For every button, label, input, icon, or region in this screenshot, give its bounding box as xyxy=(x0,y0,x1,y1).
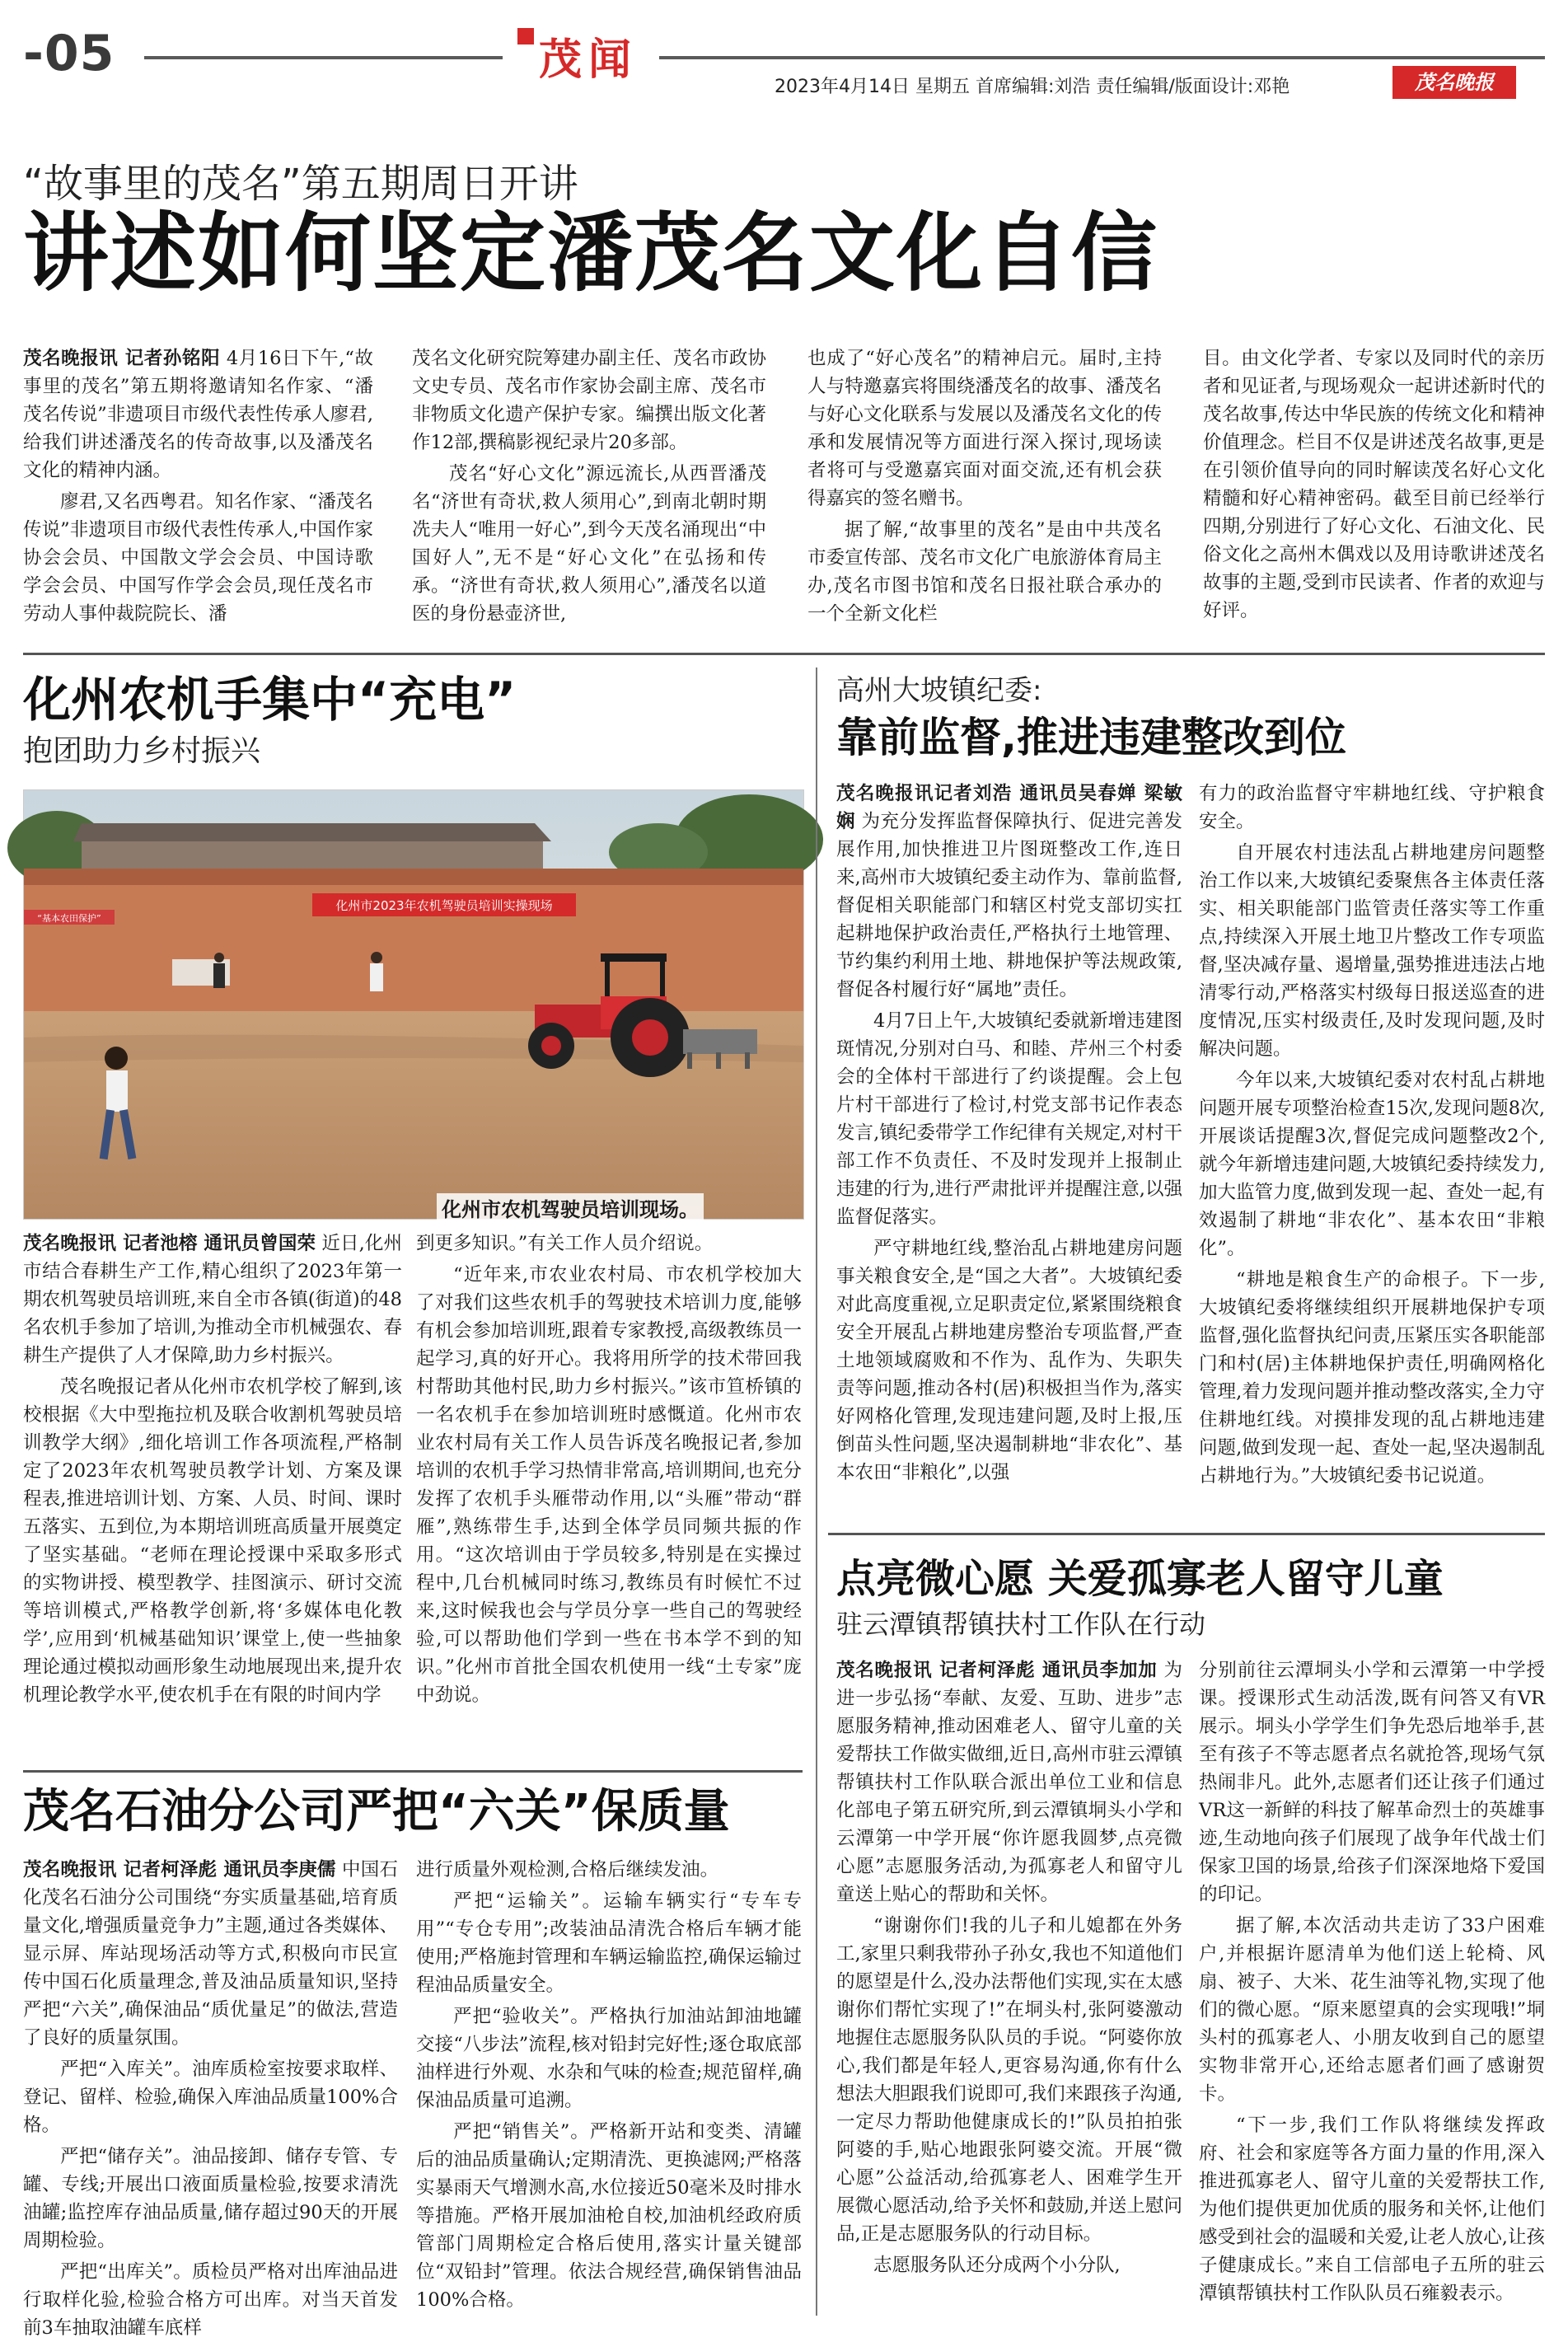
article4-paragraph: 严把“运输关”。运输车辆实行“专车专用”“专仓专用”;改装油品清洗合格后车辆才能使用;严格施封管理和车辆运输监控,确保运输过程油品质量安全。 xyxy=(416,1890,802,1996)
article1-paragraph: 目。由文化学者、专家以及同时代的亲历者和见证者,与现场观众一起讲述新时代的茂名故事,传达中华民族的传统文化和精神价值理念。栏目不仅是讲述茂名故事,更是在引领价值导向的同时解读茂名好心文化精髓和好心精神密码。截至目前已经举行四期,分别进行了好心文化、石油文化、民俗文化之高州木偶戏以及用诗歌讲述茂名故事的主题,受到市民读者、作者的欢迎与好评。 xyxy=(1203,348,1545,621)
article2-paragraph: 到更多知识。”有关工作人员介绍说。 xyxy=(416,1233,714,1254)
page-number: -05 xyxy=(23,25,115,82)
article4-paragraph: 进行质量外观检测,合格后继续发油。 xyxy=(416,1859,719,1881)
article2-paragraph: “近年来,市农业农村局、市农机学校加大了对我们这些农机手的驾驶技术培训力度,能够有机会参加培训班,跟着专家教授,高级教练员一起学习,真的好开心。我将用所学的技术带回我村帮助其他村民,助力乡村振兴。”该市笪桥镇的一名农机手在参加培训班时感慨道。化州市农业农村局有关工作人员告诉茂名晚报记者,参加培训的农机手学习热情非常高,培训期间,也充分发挥了农机手头雁带动作用,以“头雁”带动“群雁”,熟练带生手,达到全体学员同频共振的作用。“这次培训由于学员较多,特别是在实操过程中,几台机械同时练习,教练员有时候忙不过来,这时候我也会与学员分享一些自己的驾驶经验,可以帮助他们学到一些在书本学不到的知识。”化州市首批全国农机使用一线“土专家”庞中劲说。 xyxy=(416,1264,802,1706)
section-name: 茂闻 xyxy=(539,35,639,85)
article3-byline: 茂名晚报讯记者刘浩 通讯员吴春婵 梁敏娴 xyxy=(836,783,1182,832)
article5-paragraph: 据了解,本次活动共走访了33户困难户,并根据许愿清单为他们送上轮椅、风扇、被子、大米、花生油等礼物,实现了他们的微心愿。“原来愿望真的会实现哦!”垌头村的孤寡老人、小朋友收到自己的愿望实物非常开心,还给志愿者们画了感谢贺卡。 xyxy=(1199,1915,1545,2105)
article1-paragraph: 廖君,又名西粤君。知名作家、“潘茂名传说”非遗项目市级代表性传承人,中国作家协会会员、中国散文学会会员、中国诗歌学会会员、中国写作学会会员,现任茂名市劳动人事仲裁院院长、潘 xyxy=(23,491,373,625)
article3-col1 xyxy=(836,780,1182,1521)
article3-text: 为充分发挥监督保障执行、促进完善发展作用,加快推进卫片图斑整改工作,连日来,高州市大坡镇纪委主动作为、靠前监督,督促相关职能部门和辖区村党支部切实扛起耕地保护政治责任,严格执行土地管理、节约集约利用土地、耕地保护等法规政策,督促各村履行好“属地”责任。 xyxy=(836,811,1182,1000)
article5-col1 xyxy=(836,1656,1182,2316)
article3-kicker: 高州大坡镇纪委: xyxy=(836,674,1042,707)
section-mark xyxy=(517,25,641,85)
article1-kicker: “故事里的茂名”第五期周日开讲 xyxy=(23,161,578,207)
article2-text: 近日,化州市结合春耕生产工作,精心组织了2023年第一期农机驾驶员培训班,来自全市各镇(街道)的48名农机手参加了培训,为推动全市机械强农、春耕生产提供了人才保障,助力乡村振兴。 xyxy=(23,1233,403,1366)
article5-paragraph: “谢谢你们!我的儿子和儿媳都在外务工,家里只剩我带孙子孙女,我也不知道他们的愿望是什么,没办法帮他们实现,实在太感谢你们帮忙实现了!”在垌头村,张阿婆激动地握住志愿服务队队员的手说。“阿婆你放心,我们都是年轻人,更容易沟通,你有什么想法大胆跟我们说即可,我们来跟孩子沟通,一定尽力帮助他健康成长的!”队员拍拍张阿婆的手,贴心地跟张阿婆交流。开展“微心愿”公益活动,给孤寡老人、困难学生开展微心愿活动,给予关怀和鼓励,并送上慰问品,正是志愿服务队的行动目标。 xyxy=(836,1915,1182,2245)
article1-title: 讲述如何坚定潘茂名文化自信 xyxy=(23,203,1159,303)
photo-sign-text: “基本农田保护” xyxy=(37,913,101,924)
article1-text: 4月16日下午,“故事里的茂名”第五期将邀请知名作家、“潘茂名传说”非遗项目市级代表性传承人廖君,给我们讲述潘茂名的传奇故事,以及潘茂名文化的精神内涵。 xyxy=(23,348,373,481)
article1-paragraph: 也成了“好心茂名”的精神启元。届时,主持人与特邀嘉宾将围绕潘茂名的故事、潘茂名与好心文化联系与发展以及潘茂名文化的传承和发展情况等方面进行深入探讨,现场读者将可与受邀嘉宾面对面交流,还有机会获得嘉宾的签名赠书。 xyxy=(807,348,1162,509)
article2-lead xyxy=(23,1230,402,1370)
article3-title: 靠前监督,推进违建整改到位 xyxy=(836,714,1346,761)
article2-col1 xyxy=(23,1230,402,1757)
article5-paragraph: 分别前往云潭垌头小学和云潭第一中学授课。授课形式生动活泼,既有问答又有VR展示。垌头小学学生们争先恐后地举手,甚至有孩子不等志愿者点名就抢答,现场气氛热闹非凡。此外,志愿者们还让孩子们通过VR这一新鲜的科技了解革命烈士的英雄事迹,生动地向孩子们展现了战争年代战士们保家卫国的场景,给孩子们深深地烙下爱国的印记。 xyxy=(1199,1660,1545,1905)
article3-paragraph: “耕地是粮食生产的命根子。下一步,大坡镇纪委将继续组织开展耕地保护专项监督,强化监督执纪问责,压紧压实各职能部门和村(居)主体耕地保护责任,明确网格化管理,着力发现问题并推动整改落实,全力守住耕地红线。对摸排发现的乱占耕地违建问题,做到发现一起、查处一起,坚决遏制乱占耕地行为。”大坡镇纪委书记说道。 xyxy=(1199,1269,1545,1487)
article4-col2 xyxy=(416,1856,802,2313)
article4-text: 中国石化茂名石油分公司围绕“夯实质量基础,培育质量文化,增强质量竞争力”主题,通过各类媒体、显示屏、库站现场活动等方式,积极向市民宣传中国石化质量理念,普及油品质量知识,坚持严把“六关”,确保油品“质优量足”的做法,营造了良好的质量氛围。 xyxy=(23,1859,398,2049)
article5-lead xyxy=(836,1656,1182,1909)
article1-lead xyxy=(23,344,373,485)
article5-paragraph: 志愿服务队还分成两个小分队, xyxy=(873,2255,1121,2276)
article3-paragraph: 今年以来,大坡镇纪委对农村乱占耕地问题开展专项整治检查15次,发现问题8次,开展谈话提醒3次,督促完成问题整改2个,就今年新增违建问题,大坡镇纪委持续发力,加大监管力度,做到发现一起、查处一起,有效遏制了耕地“非农化”、基本农田“非粮化”。 xyxy=(1199,1070,1545,1259)
article5-title: 点亮微心愿 关爱孤寡老人留守儿童 xyxy=(836,1556,1444,1602)
article5-byline: 茂名晚报讯 记者柯泽彪 通讯员李加加 xyxy=(836,1660,1158,1681)
article3-paragraph: 有力的政治监督守牢耕地红线、守护粮食安全。 xyxy=(1199,783,1545,832)
article1-col3 xyxy=(807,344,1162,641)
article1-paragraph: 茂名“好心文化”源远流长,从西晋潘茂名“济世有奇状,救人须用心”,到南北朝时期冼夫人“唯用一好心”,到今天茂名涌现出“中国好人”,无不是“好心文化”在弘扬和传承。“济世有奇状,救人须用心”,潘茂名以道医的身份悬壶济世, xyxy=(412,463,766,625)
article3-paragraph: 4月7日上午,大坡镇纪委就新增违建图斑情况,分别对白马、和睦、芹州三个村委会的全体村干部进行了约谈提醒。会上包片村干部进行了检讨,村党支部书记作表态发言,镇纪委带学工作纪律有关规定,对村干部工作不负责任、不及时发现并上报制止违建的行为,进行严肃批评并提醒注意,以强监督促落实。 xyxy=(836,1010,1182,1228)
article2-byline: 茂名晚报讯 记者池榕 通讯员曾国荣 xyxy=(23,1233,316,1254)
article1-col4 xyxy=(1203,344,1545,641)
article2-subtitle: 抱团助力乡村振兴 xyxy=(23,734,261,768)
article2-photo xyxy=(23,789,804,1220)
dateline: 2023年4月14日 星期五 首席编辑:刘浩 责任编辑/版面设计:邓艳 xyxy=(775,77,1290,97)
article1-col1 xyxy=(23,344,373,641)
divider-right-mid xyxy=(828,1533,1545,1535)
article4-title: 茂名石油分公司严把“六关”保质量 xyxy=(23,1785,730,1838)
photo-banner-text: 化州市2023年农机驾驶员培训实操现场 xyxy=(335,898,553,913)
article2-col2 xyxy=(416,1230,802,1757)
masthead-logo: 茂名晚报 xyxy=(1392,66,1516,99)
header-rule-right xyxy=(659,56,1545,59)
article3-paragraph: 严守耕地红线,整治乱占耕地建房问题事关粮食安全,是“国之大者”。大坡镇纪委对此高度重视,立足职责定位,紧紧围绕粮食安全开展乱占耕地建房整治专项监督,严查土地领域腐败和不作为、乱作为、失职失责等问题,推动各村(居)积极担当作为,落实好网格化管理,发现违建问题,及时上报,压倒苗头性问题,坚决遏制耕地“非农化”、基本农田“非粮化”,以强 xyxy=(836,1238,1182,1483)
article5-subtitle: 驻云潭镇帮镇扶村工作队在行动 xyxy=(836,1609,1206,1640)
article2-title: 化州农机手集中“充电” xyxy=(23,672,517,728)
article4-paragraph: 严把“销售关”。严格新开站和变类、清罐后的油品质量确认;定期清洗、更换滤网;严格落实暴雨天气增测水高,水位接近50毫米及时排水等措施。严格开展加油枪自校,加油机经政府质管部门周期检定合格后使用,落实计量关键部位“双铅封”管理。依法合规经营,确保销售油品100%合格。 xyxy=(416,2121,802,2311)
article4-lead xyxy=(23,1856,398,2052)
divider-left-mid xyxy=(23,1770,803,1773)
article4-byline: 茂名晚报讯 记者柯泽彪 通讯员李庚儒 xyxy=(23,1859,336,1881)
article3-lead xyxy=(836,780,1182,1004)
column-divider xyxy=(816,667,817,2316)
header-rule-left xyxy=(144,56,503,59)
article1-col2 xyxy=(412,344,766,641)
article1-paragraph: 茂名文化研究院筹建办副主任、茂名市政协文史专员、茂名市作家协会副主席、茂名市非物质文化遗产保护专家。编撰出版文化著作12部,撰稿影视纪录片20多部。 xyxy=(412,348,766,453)
photo-caption: 化州市农机驾驶员培训现场。 xyxy=(437,1193,704,1222)
article4-paragraph: 严把“验收关”。严格执行加油站卸油地罐交接“八步法”流程,核对铅封完好性;逐仓取底部油样进行外观、水杂和气味的检查;规范留样,确保油品质量可追溯。 xyxy=(416,2006,802,2111)
article4-paragraph: 严把“储存关”。油品接卸、储存专管、专罐、专线;开展出口液面质量检验,按要求清洗油罐;监控库存油品质量,储存超过90天的开展周期检验。 xyxy=(23,2146,398,2251)
section-square-icon xyxy=(517,28,534,44)
tractor-training-photo xyxy=(24,790,803,1219)
article4-paragraph: 严把“出库关”。质检员严格对出库油品进行取样化验,检验合格方可出库。对当天首发前3车抽取油罐车底样 xyxy=(23,2261,398,2339)
article5-paragraph: “下一步,我们工作队将继续发挥政府、社会和家庭等各方面力量的作用,深入推进孤寡老人、留守儿童的关爱帮扶工作,为他们提供更加优质的服务和关怀,让他们感受到社会的温暖和关爱,让老人放心,让孩子健康成长。”来自工信部电子五所的驻云潭镇帮镇扶村工作队队员石雍毅表示。 xyxy=(1199,2115,1545,2304)
article1-byline: 茂名晚报讯 记者孙铭阳 xyxy=(23,348,221,369)
article3-paragraph: 自开展农村违法乱占耕地建房问题整治工作以来,大坡镇纪委聚焦各主体责任落实、相关职能部门监管责任落实等工作重点,持续深入开展土地卫片整改工作专项监督,坚决减存量、遏增量,强势推进违法占地清零行动,严格落实村级每日报送巡查的进度情况,压实村级责任,及时发现问题,及时解决问题。 xyxy=(1199,842,1545,1060)
divider-top xyxy=(23,653,1545,655)
article5-text: 为进一步弘扬“奉献、友爱、互助、进步”志愿服务精神,推动困难老人、留守儿童的关爱帮扶工作做实做细,近日,高州市驻云潭镇帮镇扶村工作队联合派出单位工业和信息化部电子第五研究所,到云潭镇垌头小学和云潭第一中学开展“你许愿我圆梦,点亮微心愿”志愿服务活动,为孤寡老人和留守儿童送上贴心的帮助和关怀。 xyxy=(836,1660,1183,1905)
article4-col1 xyxy=(23,1856,398,2339)
article1-paragraph: 据了解,“故事里的茂名”是由中共茂名市委宣传部、茂名市文化广电旅游体育局主办,茂名市图书馆和茂名日报社联合承办的一个全新文化栏 xyxy=(807,519,1162,625)
article2-paragraph: 茂名晚报记者从化州市农机学校了解到,该校根据《大中型拖拉机及联合收割机驾驶员培训教学大纲》,细化培训工作各项流程,严格制定了2023年农机驾驶员教学计划、方案及课程表,推进培训计划、方案、人员、时间、课时五落实、五到位,为本期培训班高质量开展奠定了坚实基础。“老师在理论授课中采取多形式的实物讲授、模型教学、挂图演示、研讨交流等培训模式,严格教学创新,将‘多媒体电化教学’,应用到‘机械基础知识’课堂上,使一些抽象理论通过模拟动画形象生动地展现出来,提升农机理论教学水平,使农机手在有限的时间内学 xyxy=(23,1376,402,1706)
article5-col2 xyxy=(1199,1656,1545,2316)
article4-paragraph: 严把“入库关”。油库质检室按要求取样、登记、留样、检验,确保入库油品质量100%合格。 xyxy=(23,2059,398,2136)
article3-col2 xyxy=(1199,780,1545,1521)
